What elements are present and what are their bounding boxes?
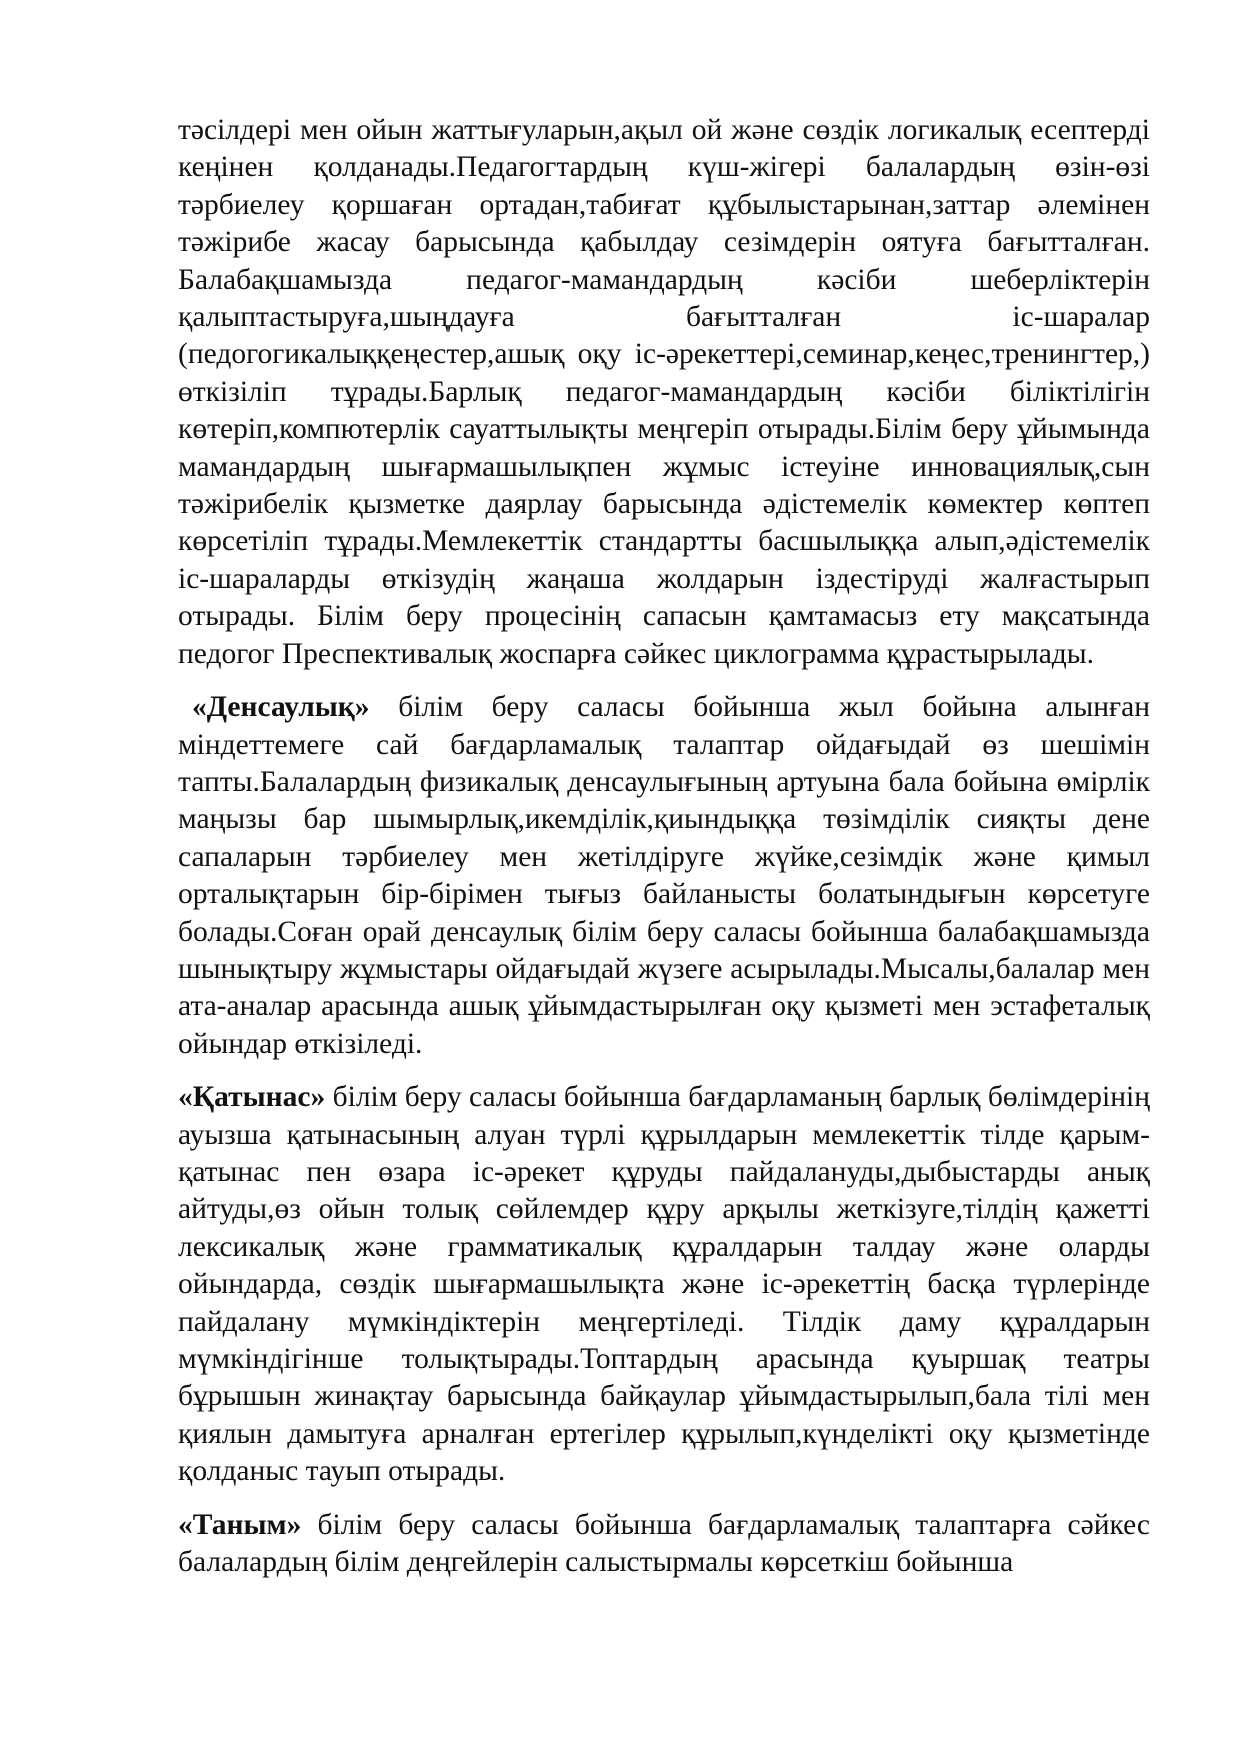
section-term-cognition: «Таным» xyxy=(178,1508,302,1541)
document-page xyxy=(178,112,1150,1581)
paragraph-text: тәсілдері мен ойын жаттығуларын,ақыл ой және сөздік логикалық есептерді кеңінен қолданады.Педагогтардың күш-жігері балалардың өзін-өзі тәрбиелеу қоршаған ортадан,табиғат құбылыстарынан,заттар әлемінен тәжірибе жасау барысында қабылдау сезімдерін оятуға бағытталған. Балабақшамызда педагог-мамандардың кәсіби шеберліктерін қалыптастыруға,шыңдауға бағытталған іс-шаралар (педогогикалыққеңестер,ашық оқу іс-әрекеттері,семинар,кеңес,тренингтер,) өткізіліп тұрады.Барлық педагог-мамандардың кәсіби біліктілігін көтеріп,компютерлік сауаттылықты меңгеріп отырады.Білім беру ұйымында мамандардың шығармашылықпен жұмыс істеуіне инновациялық,сын тәжірибелік қызметке даярлау барысында әдістемелік көмектер көптеп көрсетіліп тұрады.Мемлекеттік стандартты басшылыққа алып,әдістемелік іс-шараларды өткізудің жаңаша жолдарын іздестіруді жалғастырып отырады. Білім беру процесінің сапасын қамтамасыз ету мақсатында педогог Преспективалық жоспарға сәйкес циклограмма құрастырылады. xyxy=(178,114,1150,670)
paragraph-text: білім беру саласы бойынша бағдарламаның барлық бөлімдерінің ауызша қатынасының алуан түрлі құрылдарын мемлекеттік тілде қарым-қатынас пен өзара іс-әрекет құруды пайдалануды,дыбыстарды анық айтуды,өз ойын толық сөйлемдер құру арқылы жеткізуге,тілдің қажетті лексикалық және грамматикалық құралдарын талдау және оларды ойындарда, сөздік шығармашылықта және іс-әрекеттің басқа түрлерінде пайдалану мүмкіндіктерін меңгертіледі. Тілдік даму құралдарын мүмкіндігінше толықтырады.Топтардың арасында қуыршақ театры бұрышын жинақтау барысында байқаулар ұйымдастырылып,бала тілі мен қиялын дамытуға арналған ертегілер құрылып,күнделікті оқу қызметінде қолданыс тауып отырады. xyxy=(178,1081,1150,1488)
paragraph-methods xyxy=(178,112,1150,673)
paragraph-text: білім беру саласы бойынша жыл бойына алынған міндеттемеге сай бағдарламалық талаптар ойдағыдай өз шешімін тапты.Балалардың физикалық денсаулығының артуына бала бойына өмірлік маңызы бар шымырлық,икемділік,қиындыққа төзімділік сияқты дене сапаларын тәрбиелеу мен жетілдіруге жүйке,сезімдік және қимыл орталықтарын бір-бірімен тығыз байланысты болатындығын көрсетуге болады.Соған орай денсаулық білім беру саласы бойынша балабақшамызда шынықтыру жұмыстары ойдағыдай жүзеге асырылады.Мысалы,балалар мен ата-аналар арасында ашық ұйымдастырылған оқу қызметі мен эстафеталық ойындар өткізіледі. xyxy=(178,691,1150,1060)
paragraph-communication xyxy=(178,1079,1150,1490)
paragraph-health xyxy=(178,689,1150,1063)
section-term-health: «Денсаулық» xyxy=(192,691,370,724)
paragraph-text: білім беру саласы бойынша бағдарламалық талаптарға сәйкес балалардың білім деңгейлерін салыстырмалы көрсеткіш бойынша xyxy=(178,1508,1150,1579)
section-term-communication: «Қатынас» xyxy=(178,1081,326,1114)
paragraph-cognition xyxy=(178,1507,1150,1582)
